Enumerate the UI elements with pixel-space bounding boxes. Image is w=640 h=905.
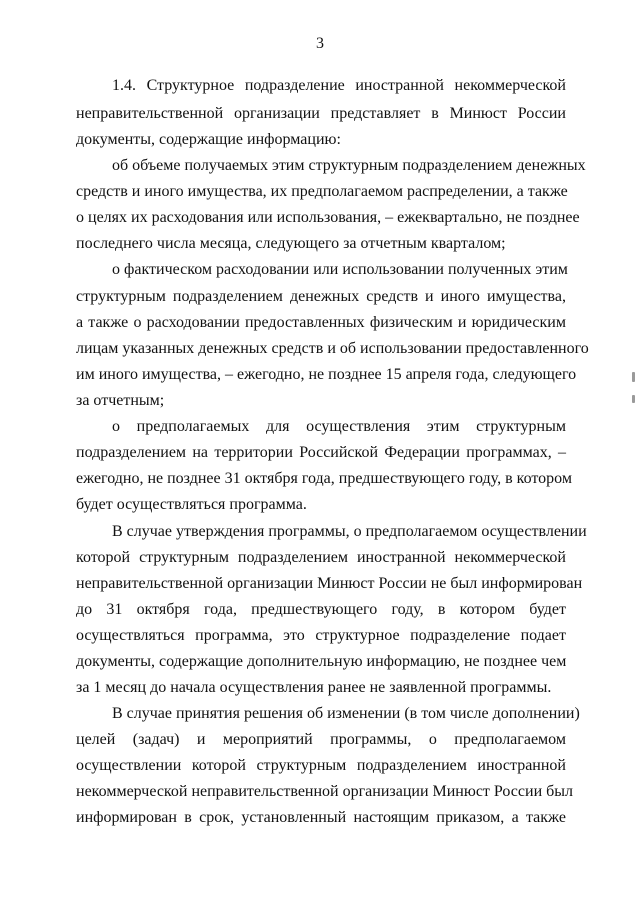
page-number: 3 bbox=[316, 35, 324, 52]
paragraph-1-line-1: 1.4. Структурное подразделение иностранной некоммерческой bbox=[112, 77, 566, 94]
paragraph-2-line-1: об объеме получаемых этим структурным подразделением денежных bbox=[112, 157, 586, 174]
paragraph-1-line-3: документы, содержащие информацию: bbox=[76, 131, 341, 148]
paragraph-3-line-1: о фактическом расходовании или использовании полученных этим bbox=[112, 261, 568, 278]
paragraph-3-line-5: им иного имущества, – ежегодно, не позднее 15 апреля года, следующего bbox=[76, 366, 577, 383]
paragraph-5-line-3: неправительственной организации Минюст России не был информирован bbox=[76, 575, 583, 592]
paragraph-3-line-4: лицам указанных денежных средств и об использовании предоставленного bbox=[76, 340, 589, 357]
paragraph-5-line-5: осуществляться программа, это структурное подразделение подает bbox=[76, 627, 566, 644]
scan-edge-mark bbox=[632, 395, 635, 403]
paragraph-1-line-2: неправительственной организации представляет в Минюст России bbox=[76, 105, 566, 122]
paragraph-5-line-4: до 31 октября года, предшествующего году, в котором будет bbox=[76, 601, 566, 618]
paragraph-4-line-4: будет осуществляться программа. bbox=[76, 496, 307, 513]
paragraph-2-line-2: средств и иного имущества, их предполагаемом распределении, а также bbox=[76, 183, 568, 200]
paragraph-6-line-5: информирован в срок, установленный настоящим приказом, а также bbox=[76, 809, 566, 826]
paragraph-5-line-2: которой структурным подразделением иностранной некоммерческой bbox=[76, 549, 566, 566]
paragraph-5-line-7: за 1 месяц до начала осуществления ранее не заявленной программы. bbox=[76, 679, 552, 696]
paragraph-6-line-1: В случае принятия решения об изменении (в том числе дополнении) bbox=[112, 705, 580, 722]
paragraph-4-line-1: о предполагаемых для осуществления этим структурным bbox=[112, 418, 566, 435]
paragraph-4-line-3: ежегодно, не позднее 31 октября года, предшествующего году, в котором bbox=[76, 470, 572, 487]
paragraph-4-line-2: подразделением на территории Российской Федерации программах, – bbox=[76, 444, 566, 461]
paragraph-6-line-2: целей (задач) и мероприятий программы, о предполагаемом bbox=[76, 731, 566, 748]
paragraph-5-line-1: В случае утверждения программы, о предполагаемом осуществлении bbox=[112, 523, 587, 540]
paragraph-3-line-6: за отчетным; bbox=[76, 392, 165, 409]
paragraph-2-line-3: о целях их расходования или использования, – ежеквартально, не позднее bbox=[76, 209, 580, 226]
scan-edge-mark bbox=[632, 372, 635, 382]
paragraph-3-line-2: структурным подразделением денежных средств и иного имущества, bbox=[76, 288, 566, 305]
paragraph-6-line-3: осуществлении которой структурным подразделением иностранной bbox=[76, 757, 566, 774]
paragraph-3-line-3: а также о расходовании предоставленных физическим и юридическим bbox=[76, 314, 566, 331]
paragraph-5-line-6: документы, содержащие дополнительную информацию, не позднее чем bbox=[76, 653, 567, 670]
paragraph-6-line-4: некоммерческой неправительственной организации Минюст России был bbox=[76, 783, 574, 800]
paragraph-2-line-4: последнего числа месяца, следующего за отчетным кварталом; bbox=[76, 235, 506, 252]
